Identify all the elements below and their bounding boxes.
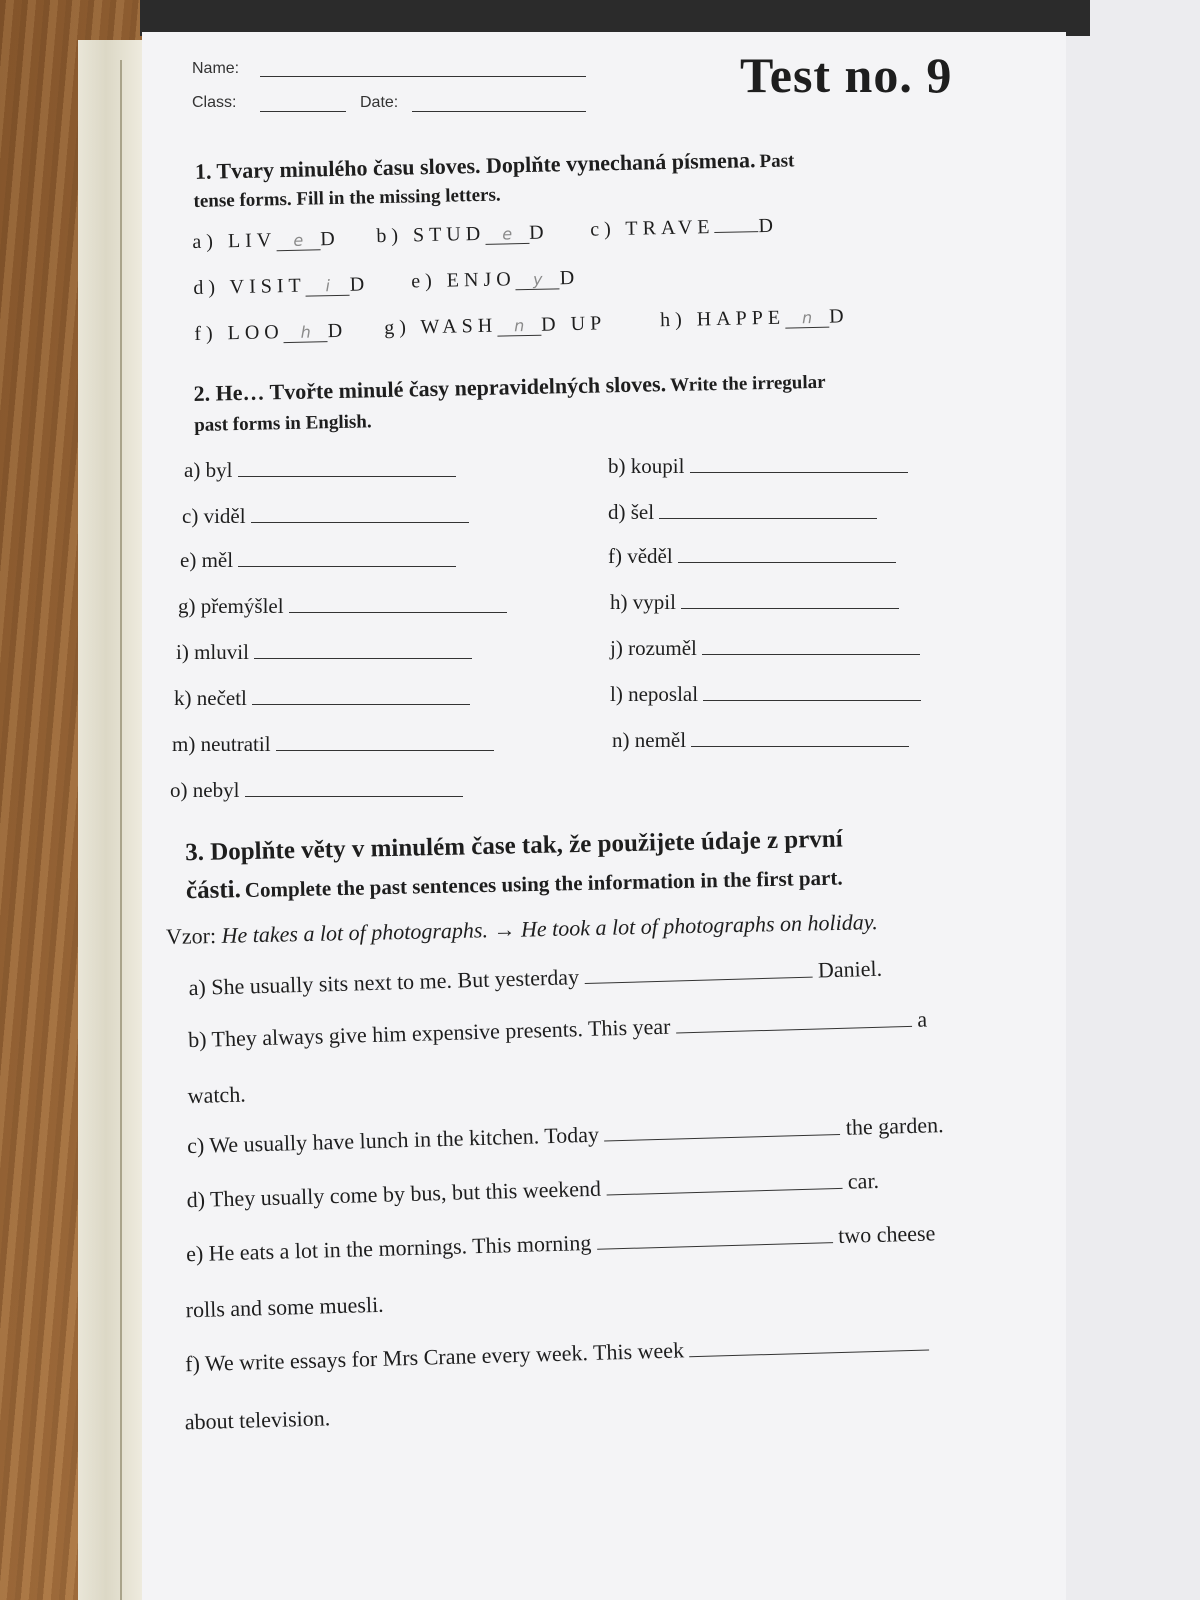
q1-blank-a[interactable]: e xyxy=(276,230,320,251)
q3-heading-cz2: části. xyxy=(185,876,242,905)
q3-sentence-e-cont: rolls and some muesli. xyxy=(185,1291,384,1323)
q2-item-h: h) vypil xyxy=(610,590,899,615)
date-label: Date: xyxy=(360,94,399,111)
q2-heading-cz: 2. He… Tvořte minulé časy nepravidelných sloves. xyxy=(193,371,667,406)
page-title: Test no. 9 xyxy=(740,47,953,103)
example-text: He takes a lot of photographs. xyxy=(221,917,489,948)
q2-item-n: n) neměl xyxy=(612,728,909,753)
class-field[interactable] xyxy=(260,111,346,112)
q2-answer-i[interactable] xyxy=(254,658,472,659)
q1-item-h: h) HAPPE n D xyxy=(659,305,849,332)
q3-sentence-b: b) They always give him expensive presents. This year a xyxy=(187,1006,928,1053)
q3-heading-line1: 3. Doplňte věty v minulém čase tak, že použijete údaje z první xyxy=(184,825,843,867)
q2-answer-g[interactable] xyxy=(289,612,507,613)
q3-answer-f[interactable] xyxy=(690,1350,930,1358)
q1-blank-f[interactable]: h xyxy=(284,322,328,343)
page-top-edge xyxy=(140,0,1090,36)
worksheet-page xyxy=(142,32,1066,1600)
q2-answer-l[interactable] xyxy=(703,700,921,701)
q2-item-i: i) mluvil xyxy=(176,640,472,665)
q2-answer-n[interactable] xyxy=(691,746,909,747)
q2-answer-a[interactable] xyxy=(238,476,456,477)
q2-item-m: m) neutratil xyxy=(172,732,494,757)
date-field[interactable] xyxy=(412,111,586,112)
q2-item-f: f) věděl xyxy=(608,544,896,569)
background-surface xyxy=(1060,0,1200,1600)
q3-sentence-a: a) She usually sits next to me. But yesterday Daniel. xyxy=(188,955,883,1001)
q2-item-l: l) neposlal xyxy=(610,682,921,707)
q3-sentence-f: f) We write essays for Mrs Crane every week. This week xyxy=(185,1331,930,1378)
q2-answer-e[interactable] xyxy=(238,566,456,567)
q2-item-g: g) přemýšlel xyxy=(178,594,507,619)
q1-blank-g[interactable]: n xyxy=(497,316,541,337)
q1-blank-b[interactable]: e xyxy=(485,224,529,245)
q2-answer-k[interactable] xyxy=(252,704,470,705)
q2-answer-f[interactable] xyxy=(678,562,896,563)
q2-heading-en: Write the irregular xyxy=(669,371,826,397)
q2-item-b: b) koupil xyxy=(608,454,908,479)
q2-item-k: k) nečetl xyxy=(174,686,470,711)
example-label: Vzor: xyxy=(165,922,217,949)
q1-blank-c[interactable] xyxy=(715,231,759,233)
book-page-edges xyxy=(78,40,148,1600)
q2-answer-j[interactable] xyxy=(702,654,920,655)
q2-item-j: j) rozuměl xyxy=(610,636,920,661)
q2-item-a: a) byl xyxy=(184,458,456,483)
class-label: Class: xyxy=(192,94,237,111)
q2-item-c: c) viděl xyxy=(182,504,469,529)
q2-answer-o[interactable] xyxy=(245,796,463,797)
q1-heading-en: Past xyxy=(759,150,795,173)
q1-blank-h[interactable]: n xyxy=(785,308,829,329)
q2-answer-h[interactable] xyxy=(681,608,899,609)
q1-item-d: d) VISIT i D xyxy=(193,273,370,299)
q3-sentence-d: d) They usually come by bus, but this weekend car. xyxy=(186,1167,880,1213)
example-end: on holiday. xyxy=(779,909,879,937)
q1-item-c: c) TRAVE D xyxy=(590,214,779,241)
q1-heading-cz: 1. Tvary minulého času sloves. Doplňte vynechaná písmena. xyxy=(194,147,756,184)
q2-answer-c[interactable] xyxy=(251,522,469,523)
q2-item-e: e) měl xyxy=(180,548,456,573)
q1-blank-d[interactable]: i xyxy=(306,276,350,297)
q1-item-g: g) WASH n D UP xyxy=(384,312,607,339)
q3-sentence-e: e) He eats a lot in the mornings. This morning two cheese xyxy=(185,1220,936,1267)
q3-answer-c[interactable] xyxy=(605,1134,841,1142)
q2-answer-d[interactable] xyxy=(659,518,877,519)
q3-sentence-f-cont: about television. xyxy=(184,1405,331,1435)
q1-item-a: a) LIV e D xyxy=(192,227,340,253)
book-spine-line xyxy=(120,60,122,1600)
q1-item-f: f) LOO h D xyxy=(194,319,348,345)
name-field[interactable] xyxy=(260,76,586,77)
q2-answer-m[interactable] xyxy=(276,750,494,751)
q3-example xyxy=(166,909,878,950)
q2-item-o: o) nebyl xyxy=(170,778,463,803)
q3-sentence-c: c) We usually have lunch in the kitchen. Today the garden. xyxy=(186,1112,944,1159)
q2-item-d: d) šel xyxy=(608,500,877,525)
q3-answer-d[interactable] xyxy=(607,1188,843,1196)
q3-heading-en: Complete the past sentences using the information in the first part. xyxy=(244,865,843,903)
q2-heading-en2: past forms in English. xyxy=(194,411,372,436)
arrow-icon: → xyxy=(493,916,516,943)
q3-answer-a[interactable] xyxy=(585,977,813,984)
q1-blank-e[interactable]: y xyxy=(516,269,560,290)
example-answer: He took a lot of photographs xyxy=(520,911,775,942)
name-label: Name: xyxy=(192,60,240,77)
q3-answer-e[interactable] xyxy=(597,1242,833,1250)
q2-answer-b[interactable] xyxy=(690,472,908,473)
q3-sentence-b-cont: watch. xyxy=(187,1081,247,1109)
q1-heading-en2: tense forms. Fill in the missing letters. xyxy=(193,184,501,212)
q1-item-e: e) ENJO y D xyxy=(411,266,580,293)
q3-answer-b[interactable] xyxy=(676,1026,912,1034)
q1-item-b: b) STUD e D xyxy=(376,221,549,248)
